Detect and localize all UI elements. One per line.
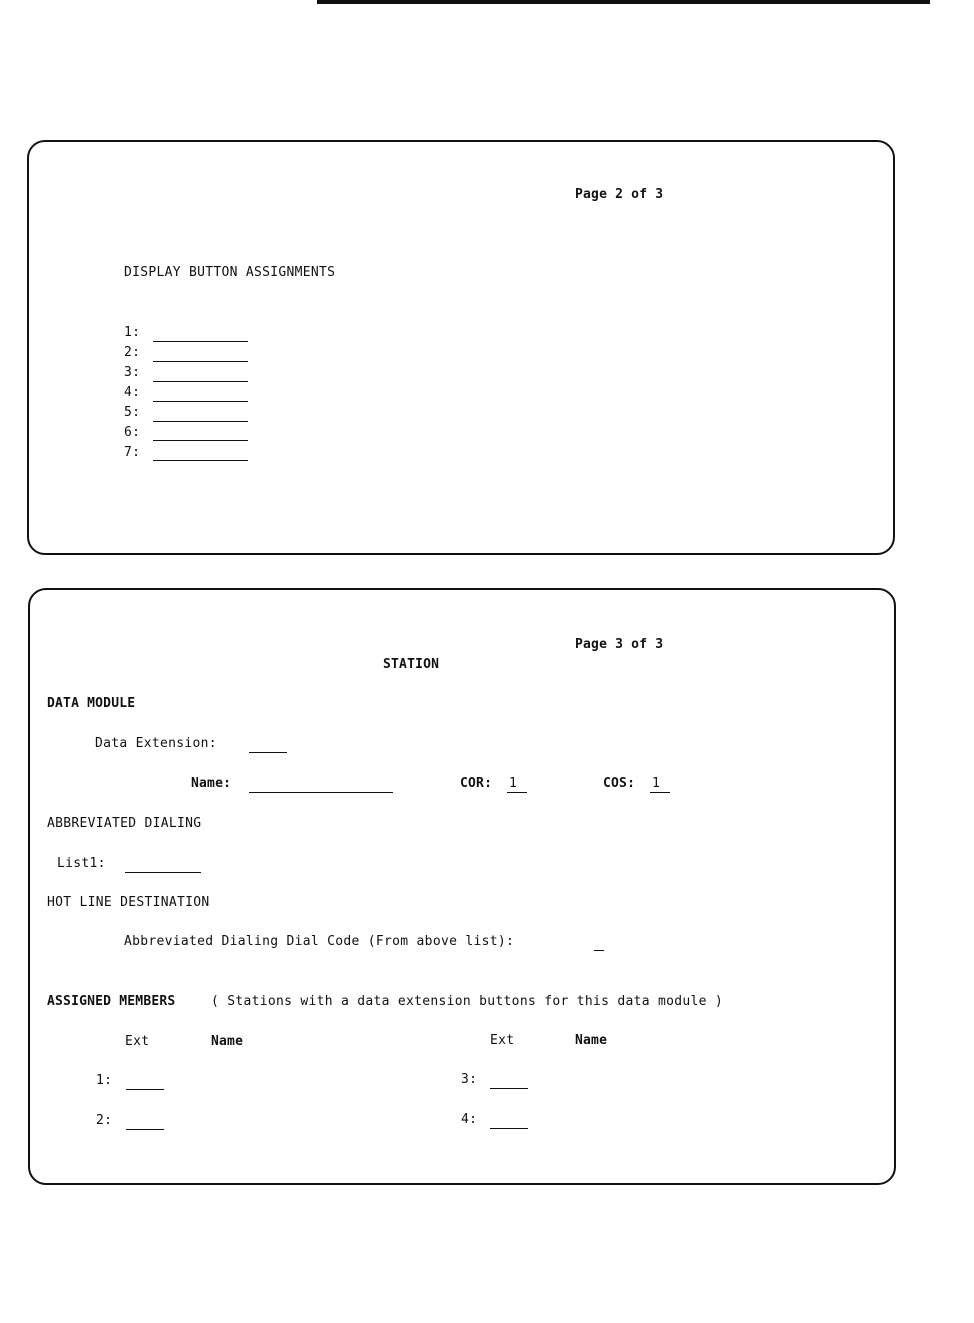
display-button-label: 5: [124, 405, 141, 420]
display-button-label: 3: [124, 365, 141, 380]
column-header-name: Name [211, 1034, 244, 1049]
display-button-label: 1: [124, 325, 141, 340]
form-title: STATION [383, 657, 440, 672]
display-button-label: 7: [124, 445, 141, 460]
member-ext-field[interactable] [490, 1088, 528, 1089]
display-button-field[interactable] [153, 440, 248, 441]
member-label: 4: [461, 1112, 478, 1127]
member-ext-field[interactable] [126, 1089, 164, 1090]
display-button-label: 4: [124, 385, 141, 400]
station-form-page-2 [27, 140, 895, 555]
column-header-name: Name [575, 1033, 608, 1048]
section-heading-abbreviated-dialing: ABBREVIATED DIALING [47, 816, 202, 831]
column-header-ext: Ext [125, 1034, 150, 1049]
member-label: 2: [96, 1113, 113, 1128]
display-button-field[interactable] [153, 421, 248, 422]
data-extension-field[interactable] [249, 752, 287, 753]
display-button-field[interactable] [153, 381, 248, 382]
section-heading-hot-line: HOT LINE DESTINATION [47, 895, 210, 910]
assigned-members-title: ASSIGNED MEMBERS [47, 994, 176, 1009]
station-form-page-3 [28, 588, 896, 1185]
section-title-display-buttons: DISPLAY BUTTON ASSIGNMENTS [124, 265, 336, 280]
cor-label: COR: [460, 776, 493, 791]
display-button-field[interactable] [153, 341, 248, 342]
dial-code-label: Abbreviated Dialing Dial Code (From above list): [124, 934, 515, 949]
member-ext-field[interactable] [126, 1129, 164, 1130]
page-indicator: Page 2 of 3 [575, 187, 664, 202]
cor-field[interactable] [507, 792, 527, 793]
assigned-members-description: ( Stations with a data extension buttons for this data module ) [211, 994, 723, 1009]
member-ext-field[interactable] [490, 1128, 528, 1129]
member-label: 3: [461, 1072, 478, 1087]
cor-value: 1 [509, 776, 517, 791]
column-header-ext: Ext [490, 1033, 515, 1048]
cos-field[interactable] [650, 792, 670, 793]
page-indicator: Page 3 of 3 [575, 637, 664, 652]
list1-field[interactable] [125, 872, 201, 873]
member-label: 1: [96, 1073, 113, 1088]
display-button-label: 2: [124, 345, 141, 360]
cos-label: COS: [603, 776, 636, 791]
list1-label: List1: [57, 856, 106, 871]
display-button-field[interactable] [153, 361, 248, 362]
dial-code-field[interactable] [594, 950, 604, 951]
display-button-label: 6: [124, 425, 141, 440]
display-button-field[interactable] [153, 401, 248, 402]
top-rule [317, 0, 930, 4]
name-label: Name: [191, 776, 232, 791]
name-field[interactable] [249, 792, 393, 793]
cos-value: 1 [652, 776, 660, 791]
section-heading-data-module: DATA MODULE [47, 696, 136, 711]
data-extension-label: Data Extension: [95, 736, 217, 751]
display-button-field[interactable] [153, 460, 248, 461]
